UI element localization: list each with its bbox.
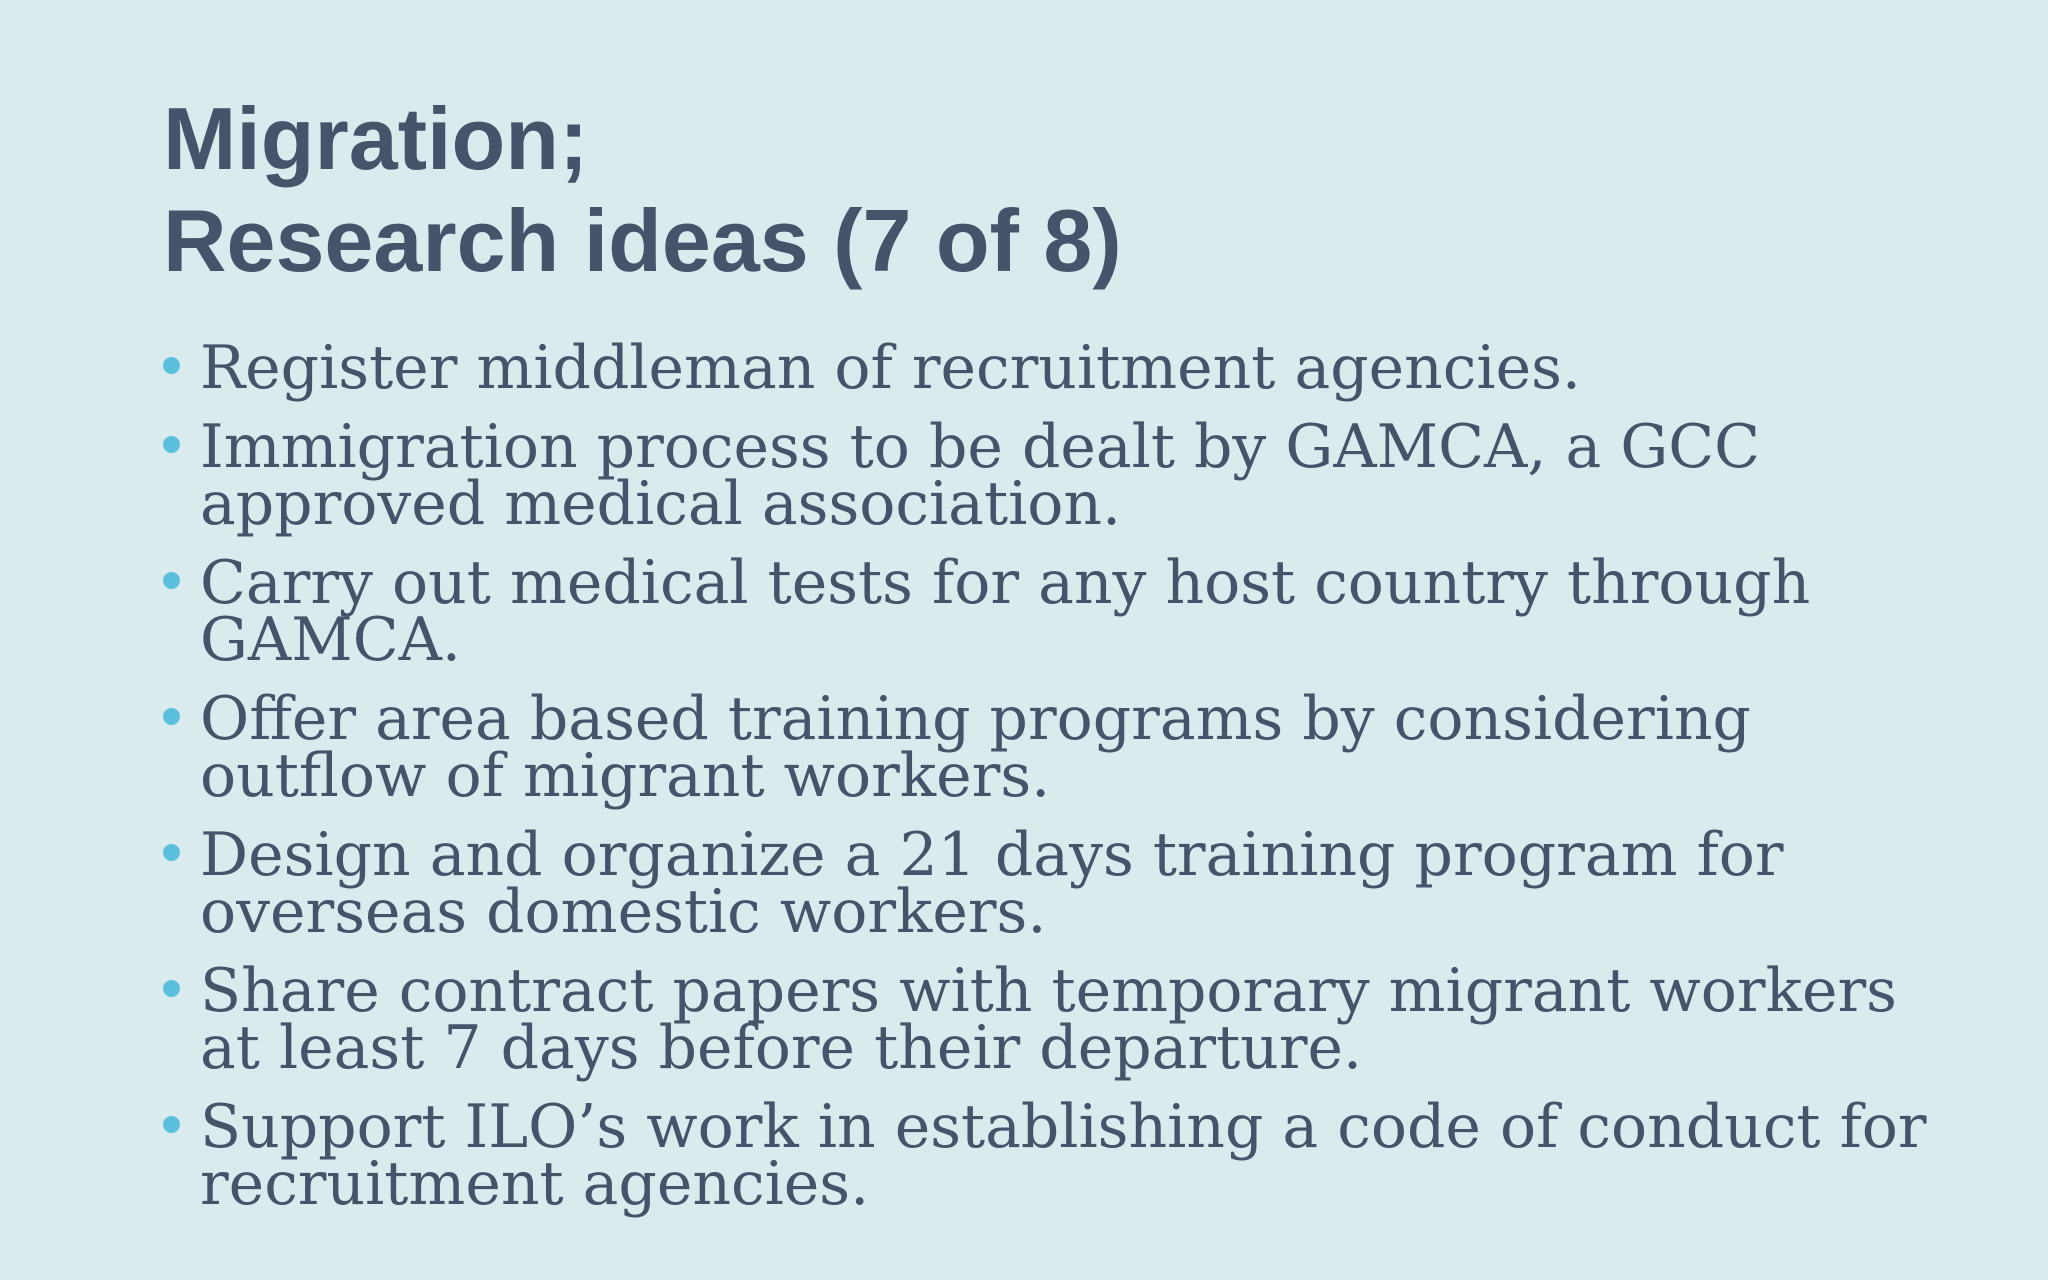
bullet-text-line: Carry out medical tests for any host country through [200, 548, 1811, 618]
bullet-dot-icon [163, 980, 180, 997]
bullet-text-line: recruitment agencies. [200, 1149, 870, 1219]
bullet-item [163, 412, 1983, 539]
bullet-text-line: Share contract papers with temporary migrant workers [200, 956, 1897, 1026]
bullet-dot-icon [163, 708, 180, 725]
slide-title-line: Migration; [163, 89, 589, 188]
bullet-item [163, 548, 1983, 675]
bullet-text-line: Design and organize a 21 days training program for [200, 820, 1784, 890]
bullet-text-line: Immigration process to be dealt by GAMCA, a GCC [200, 412, 1761, 482]
bullet-dot-icon [163, 1116, 180, 1133]
slide-title-line: Research ideas (7 of 8) [163, 191, 1122, 290]
bullet-item [163, 333, 1983, 403]
slide-title [163, 88, 1122, 292]
bullet-dot-icon [163, 572, 180, 589]
bullet-text-line: Register middleman of recruitment agencies. [200, 333, 1581, 403]
bullet-text-line: approved medical association. [200, 469, 1122, 539]
bullet-text-line: overseas domestic workers. [200, 877, 1047, 947]
bullet-text-line: outflow of migrant workers. [200, 741, 1051, 811]
bullet-dot-icon [163, 357, 180, 374]
bullet-dot-icon [163, 436, 180, 453]
bullet-item [163, 820, 1983, 947]
bullet-text-line: at least 7 days before their departure. [200, 1013, 1363, 1083]
bullet-list [163, 333, 1983, 1235]
bullet-item [163, 684, 1983, 811]
bullet-text-line: GAMCA. [200, 605, 462, 675]
bullet-item [163, 956, 1983, 1083]
bullet-text-line: Support ILO’s work in establishing a code of conduct for [200, 1092, 1927, 1162]
bullet-dot-icon [163, 844, 180, 861]
bullet-item [163, 1092, 1983, 1219]
bullet-text-line: Offer area based training programs by considering [200, 684, 1751, 754]
